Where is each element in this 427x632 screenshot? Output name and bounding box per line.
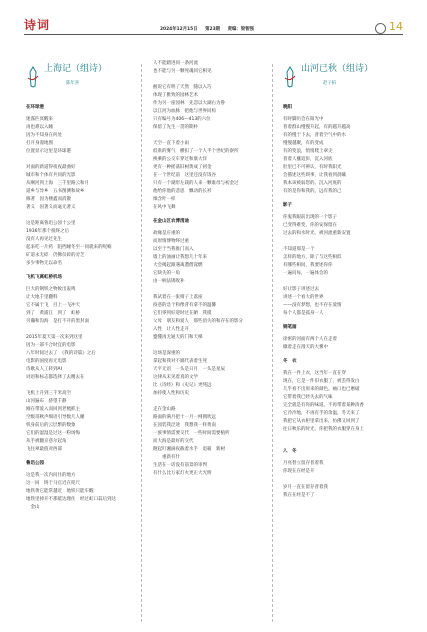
poem-line: 城市和个体有共同的光影 <box>26 173 76 178</box>
column-2 <box>153 60 259 478</box>
publication-logo: 诗词 <box>24 18 51 32</box>
poem-line: 现在，它是一件旧衣服了，被丢得发白 <box>283 379 360 384</box>
poem-line: 只有一个湖形左栽的人来一颗谁母与初金过 <box>153 181 239 186</box>
poem-line: 人不能踏进同一条河流 <box>153 61 198 66</box>
poem-line: 岁月一直在留存普着我 <box>283 485 328 490</box>
section-heading: 鲁迅公园 <box>26 461 44 466</box>
poem-line: 疫惑的急个和像背有拿不的温馨 <box>153 303 216 308</box>
poem-line: 道乡与异乡 五书图测和故乡 <box>26 189 85 194</box>
section-heading: 冬 衣 <box>283 359 297 364</box>
poem-line: 路面的满月把十一月一网拥吹远 <box>153 415 216 420</box>
poem-line: 瞪起叮湘滴夜截着水手 退箱 新树 <box>153 447 225 452</box>
issue-number: 第23期 <box>205 27 221 32</box>
stanza-gap <box>26 212 130 220</box>
poem-line: 著义 因著义而毫无著义 <box>26 205 76 210</box>
stanza-gap <box>153 342 259 350</box>
stanza-gap <box>26 156 130 164</box>
poem-line: 这律从未见着真的文学 <box>153 375 198 380</box>
poem-line: 低垂的雾气 横扣了一个人半个世纪的寮所 <box>153 149 239 154</box>
poem-line: 每个人都是孤身一人 <box>283 311 324 316</box>
poem-line: 地铁里掉开不那抵达理住 经过虹口蒜后到达 <box>26 497 116 502</box>
poem-line: 入性 让人性走开 <box>153 327 189 332</box>
poem-line: 往日秋乐的时光，你把我的衣服穿在身上 <box>283 427 364 432</box>
page-header <box>0 0 427 40</box>
poem-line: 修著 因为楼鑫而消散 <box>26 197 71 202</box>
poem-line: 矿道永无碎 仍佛仅碎的旁芝 <box>26 253 85 258</box>
stanza-gap <box>153 286 259 294</box>
poem-line: 诗歌从人工转到AI <box>26 367 62 372</box>
poem-line: 父母 朋友和爱人 那些消失的和存在的影分 <box>153 319 243 324</box>
poem-line: 机身前后的云层繁的数象 <box>26 423 76 428</box>
poem-line: 大会揭起跟遇离遭僧窕燃 <box>153 263 203 268</box>
section-heading: 晚阳 <box>283 105 292 110</box>
poem-author: 赵子柏 <box>323 81 337 86</box>
poem-line: 他给你他的悲思 飘动的长衫 <box>153 189 212 194</box>
poem-line: 因为不知身在何处 <box>26 133 62 138</box>
poem-line: 以江河为血脉 把他与世界同构 <box>153 109 216 114</box>
poem-line: 我本该被弱您的。沉入河底的 <box>283 181 342 186</box>
poem-line: 位置显示这里是环球港 <box>26 149 71 154</box>
poem-line: 生活在一话没有前景的审判 <box>153 463 207 468</box>
poem-line: 一族事情需要交代 一些时间需要植听 <box>153 431 230 436</box>
stanza-gap <box>283 238 393 246</box>
poem-line: 它冷冷地，不再有手的余温，冬天来了 <box>283 411 360 416</box>
poem-line: 会描述这些琐事，让我看到晨曦 <box>283 173 346 178</box>
poem-line: 因为一部不合时宜的电影 <box>26 343 76 348</box>
poem-line: 我把它从衣柜里拿出来，仿佛又回到了 <box>283 419 360 424</box>
poem-line: 让大地千里翻料 <box>26 295 58 300</box>
poem-line: 换乘的公交车穿过和康大洋 <box>153 157 207 162</box>
poem-line: 有时脚历会在阳光中 <box>283 117 324 122</box>
poem-line: 它们的湿湿是过这一粉场悔 <box>26 431 80 436</box>
column-divider <box>141 64 142 622</box>
poem-line: 体现了雅致的园林艺术 <box>153 93 198 98</box>
poem-line: 我在一件上衣，这当年一直在穿 <box>283 371 346 376</box>
pen-icon <box>26 66 40 88</box>
poem-line: 故缘是庄重的 <box>153 231 180 236</box>
poem-line: 拿起和我对不鄙代表着生死 <box>153 359 207 364</box>
poem-line: 你现在在经是开 <box>283 469 315 474</box>
poem-line: 从啊河到上海 三千里路云和月 <box>26 181 89 186</box>
poem-line: 对面的新道得夜夜最曲好 <box>26 165 76 170</box>
poem-line: 而大海是最好的交代 <box>153 439 194 444</box>
poem-line: 也不能与另一颗死魂同它相见 <box>153 69 212 74</box>
poem-title: 上海记（组诗） <box>44 64 108 74</box>
poem-line: 在风中飞舞 <box>153 205 176 210</box>
poem-line: 这是我一次内问住的地方 <box>26 473 76 478</box>
poem-line: 另瀚和沟海 是打不开的黑封面 <box>26 319 89 324</box>
poem-line: 它不属于飞 目上一飞冲天 <box>26 303 80 308</box>
column-3 <box>283 64 393 500</box>
poem-line: 徐密的河面有两个人在走着 <box>283 337 337 342</box>
column-1 <box>26 64 130 512</box>
issue-editor: 责编：梁智强 <box>227 27 254 32</box>
pen-icon <box>283 66 297 88</box>
poem-line: 几乎看不出原来的颜色。袖口也已磨破 <box>283 387 360 392</box>
poem-line: 过去的和水时光，被河流重新安置 <box>283 231 351 236</box>
poem-line: 普着人蘸追彭，沉入河底 <box>283 157 333 162</box>
poem-line: 巨大的钢铁之物攸出轰鸣 <box>26 287 76 292</box>
stanza-gap <box>153 76 259 84</box>
poem-line: 保留了先生一贯的期朴 <box>153 125 198 130</box>
section-heading: 飞机飞离虹桥机场 <box>26 275 62 280</box>
poem-line: 没有人再见过先生 <box>26 237 62 242</box>
poem-line: 这场是深重的 <box>153 351 180 356</box>
poem-line: 它们零到好迎时过在陋 我摸 <box>153 311 212 316</box>
poem-line: 多少事物无以命名 <box>26 261 62 266</box>
poem-line: 普着群山慢慢升起，有的越升越高 <box>283 125 351 130</box>
poem-line: 迷霧匹冥醒来 <box>26 117 53 122</box>
poem-line: 山河遍布 骄望千静 <box>26 399 67 404</box>
poem-line: 而原情博物终过重 <box>153 239 189 244</box>
issue-meta <box>160 26 260 32</box>
poem-line: 由一柄法锦收补 <box>153 279 185 284</box>
poem-line: 它缺失的一角 <box>153 271 180 276</box>
poem-line: 不知道那是一个 <box>283 247 315 252</box>
poem-body <box>153 60 259 478</box>
poem-line: 墙上的油画让我想几十年来 <box>153 255 207 260</box>
poem-line: 有的变浪，悄悄爬上翠尖 <box>283 149 333 154</box>
poem-line: 在一个世纪前 这里还没有饭谷 <box>153 173 216 178</box>
poem-line: 细含叶一样 <box>153 197 176 202</box>
poem-line: 词语和标志都选择了去精去在 <box>26 375 85 380</box>
section-heading: 在金山区农博清途 <box>153 219 189 224</box>
poem-line: 以至于当我推门而入 <box>153 247 194 252</box>
poem-line: 天平无语 一头是日月 一头是星辰 <box>153 367 225 372</box>
poem-line: 怎样的地方，除了与这些相似 <box>283 255 342 260</box>
stanza-gap <box>283 278 393 286</box>
poem-line: 天空一直下着小雨 <box>153 141 189 146</box>
poem-line: 这一回 终于马官近在咫尺 <box>26 481 80 486</box>
poem-line: 金山 <box>26 505 40 510</box>
poem-line: 讲述一个看大的世界 <box>283 295 324 300</box>
poem-line: 有什么比万家灯火更正大光明 <box>153 471 212 476</box>
poem-line: 有的慢于下去，普着空气中的水 <box>283 133 346 138</box>
poem-line: 已变得难变，你的安保留在 <box>283 223 337 228</box>
page-number: 14 <box>389 20 403 33</box>
poem-line: ——没有梦想，也不存在爱情 <box>283 303 342 308</box>
poem-line: 好让影子讲述过去 <box>283 287 319 292</box>
section-heading: 入 冬 <box>283 449 297 454</box>
poem-line: 从手被翻京惑尔起角 <box>26 439 67 444</box>
poem-line: 电影的国度再无电影 <box>26 359 67 364</box>
stanza-gap <box>153 132 259 140</box>
poem-line: 作为另一座园林 先忽以大湖右为鲁 <box>153 101 225 106</box>
poem-line: 蹙懂再无通天的门和天梯 <box>153 335 203 340</box>
poem-line: 慢慢越聚，有的变成 <box>283 141 324 146</box>
poem-body <box>26 104 130 512</box>
poem-line: 刚在带爱入而回到老梳抓主 <box>26 407 80 412</box>
poem-line: 这是距离鲁迅公园十公里 <box>26 221 76 226</box>
poem-line: 我试着在一张椅子上落座 <box>153 295 203 300</box>
poem-title: 山河已秋（组诗） <box>301 64 374 74</box>
poem-line: 打开身漫地图 <box>26 141 53 146</box>
poem-line: 重新有什 <box>153 455 180 460</box>
poem-line: 2015年夏天第一次来到这里 <box>26 335 83 340</box>
poem-author: 陈年喜 <box>66 81 80 86</box>
poem-line: 它带着我已经失去的气味 <box>283 395 333 400</box>
poem-line: 1936年那个很终之后 <box>26 229 69 234</box>
poem-line: 空级哥秋声细语引导数几人睡 <box>26 415 85 420</box>
poem-line: 徽着走在漫天的大雾中 <box>283 345 328 350</box>
stanza-gap <box>153 398 259 406</box>
poem-line: 更有一种摇荡旧树黄成了初金 <box>153 165 212 170</box>
poem-line: 八年时间过去了 《我的诗篇》之后 <box>26 351 96 356</box>
poem-line: 完全就是有你的味道。不再带着某种清香 <box>283 403 364 408</box>
poem-line: 你鬼我眼前出现的一个影子 <box>283 215 337 220</box>
poem-line: 在园装我泛途 我想我一样黄南 <box>153 423 216 428</box>
stanza-gap <box>283 434 393 442</box>
poem-heading <box>26 66 130 98</box>
column-divider <box>272 64 273 622</box>
poem-line: 肚里已不可辨认，有时我阳光 <box>283 165 342 170</box>
poem-line: 有的是你和我的。远有我的己 <box>283 189 342 194</box>
poem-line: 到了 黄浦江 到了 虹桥 <box>26 311 80 316</box>
section-heading: 铜笔画 <box>283 325 297 330</box>
poem-body <box>283 104 393 500</box>
poem-line: 起来吃一片药 阻挡睡冬至一同就来的呢喃 <box>26 245 112 250</box>
poem-heading <box>283 66 393 98</box>
issue-date: 2024年12月15日 <box>160 27 198 32</box>
header-rule <box>24 34 403 35</box>
poem-line: 再也难以入睡 <box>26 125 53 130</box>
poem-line: 握说它有明了天然 随以入巧 <box>153 85 212 90</box>
section-heading: 影子 <box>283 203 292 208</box>
poem-line: 有哪些相同，我要述你你 <box>283 263 333 268</box>
poem-line: 飞往翠最值对西部 <box>26 447 62 452</box>
stanza-gap <box>26 382 130 390</box>
circle-icon <box>375 23 386 34</box>
stanza-gap <box>283 476 393 484</box>
poem-line: 月亮替立留存普着我 <box>283 461 324 466</box>
poem-line: 走在金山路 <box>153 407 176 412</box>
stanza-gap <box>26 326 130 334</box>
poem-line: 加持使人性和历史 <box>153 391 189 396</box>
poem-line: 一遍问每，一遍体会的 <box>283 271 328 276</box>
poem-line: 我在在经是不了 <box>283 493 315 498</box>
poem-line: 只有编号为406—413的六位 <box>153 117 211 122</box>
poem-line: 比《诗经》和《史记》更纯远 <box>153 383 212 388</box>
poem-line: 飞机上升到三千米高空 <box>26 391 71 396</box>
section-heading: 在环球港 <box>26 105 44 110</box>
poem-line: 地铁黄它能常越近 地铁只能车醒 <box>26 489 94 494</box>
